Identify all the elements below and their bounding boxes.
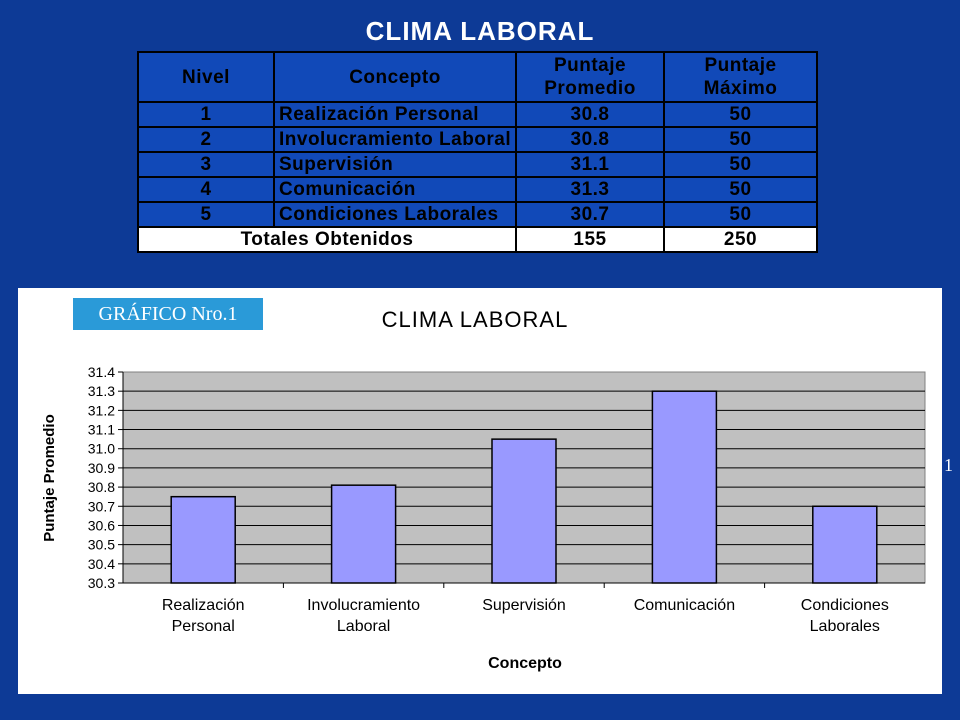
bar [813,506,877,583]
totals-promedio: 155 [516,227,664,252]
y-tick-label: 30.7 [87,498,115,515]
x-tick-label: Laboral [336,618,391,635]
y-tick-label: 30.3 [87,575,115,591]
cell-concepto: Realización Personal [274,102,516,127]
chart-panel [18,288,942,694]
cell-nivel: 5 [138,202,274,227]
x-tick-label: Comunicación [633,597,736,614]
bar [652,391,716,583]
x-tick-label: Laborales [809,618,880,635]
cell-maximo: 50 [664,202,817,227]
cell-maximo: 50 [664,102,817,127]
y-tick-label: 31.4 [87,364,115,380]
chart-title: CLIMA LABORAL [381,307,569,332]
cell-promedio: 30.7 [516,202,664,227]
y-tick-label: 30.9 [87,459,115,476]
bar [492,439,556,583]
totals-maximo: 250 [664,227,817,252]
x-tick-label: Condiciones [800,597,889,614]
header-puntaje-promedio-label: Puntaje Promedio [544,55,636,99]
header-puntaje-maximo-label: Puntaje Máximo [703,55,778,99]
y-tick-label: 31.0 [87,440,115,457]
y-axis-label: Puntaje Promedio [41,414,58,542]
header-concepto: Concepto [274,52,516,102]
header-nivel: Nivel [138,52,274,102]
cell-nivel: 2 [138,127,274,152]
x-axis-label: Concepto [488,655,562,672]
chart-badge: GRÁFICO Nro.1 [73,298,263,330]
cell-maximo: 50 [664,177,817,202]
table-row [138,177,817,202]
x-tick-label: Involucramiento [307,597,421,614]
side-mark: 1 [944,455,953,475]
bar [171,497,235,583]
x-tick-label: Supervisión [482,597,566,614]
cell-nivel: 3 [138,152,274,177]
y-tick-label: 31.2 [87,402,115,419]
cell-concepto: Comunicación [274,177,516,202]
cell-maximo: 50 [664,127,817,152]
x-tick-label: Realización [161,597,245,614]
table-row [138,202,817,227]
totals-row [138,227,817,252]
cell-concepto: Condiciones Laborales [274,202,516,227]
summary-table [137,51,818,253]
y-tick-label: 30.4 [87,555,115,572]
table-header-row [138,52,817,102]
cell-nivel: 1 [138,102,274,127]
cell-promedio: 30.8 [516,127,664,152]
cell-promedio: 30.8 [516,102,664,127]
x-tick-label: Personal [171,618,235,635]
cell-maximo: 50 [664,152,817,177]
totals-label: Totales Obtenidos [138,227,516,252]
table-row [138,102,817,127]
y-tick-label: 30.5 [87,536,115,553]
table-row [138,152,817,177]
page-title: CLIMA LABORAL [365,16,595,46]
y-tick-label: 31.1 [87,421,115,438]
cell-promedio: 31.1 [516,152,664,177]
y-tick-label: 31.3 [87,383,115,400]
table-row [138,127,817,152]
y-tick-label: 30.6 [87,517,115,534]
cell-promedio: 31.3 [516,177,664,202]
cell-nivel: 4 [138,177,274,202]
bar-chart [18,288,942,694]
bar [332,485,396,583]
header-puntaje-maximo [664,52,817,102]
y-tick-label: 30.8 [87,479,115,496]
cell-concepto: Involucramiento Laboral [274,127,516,152]
cell-concepto: Supervisión [274,152,516,177]
header-puntaje-promedio [516,52,664,102]
